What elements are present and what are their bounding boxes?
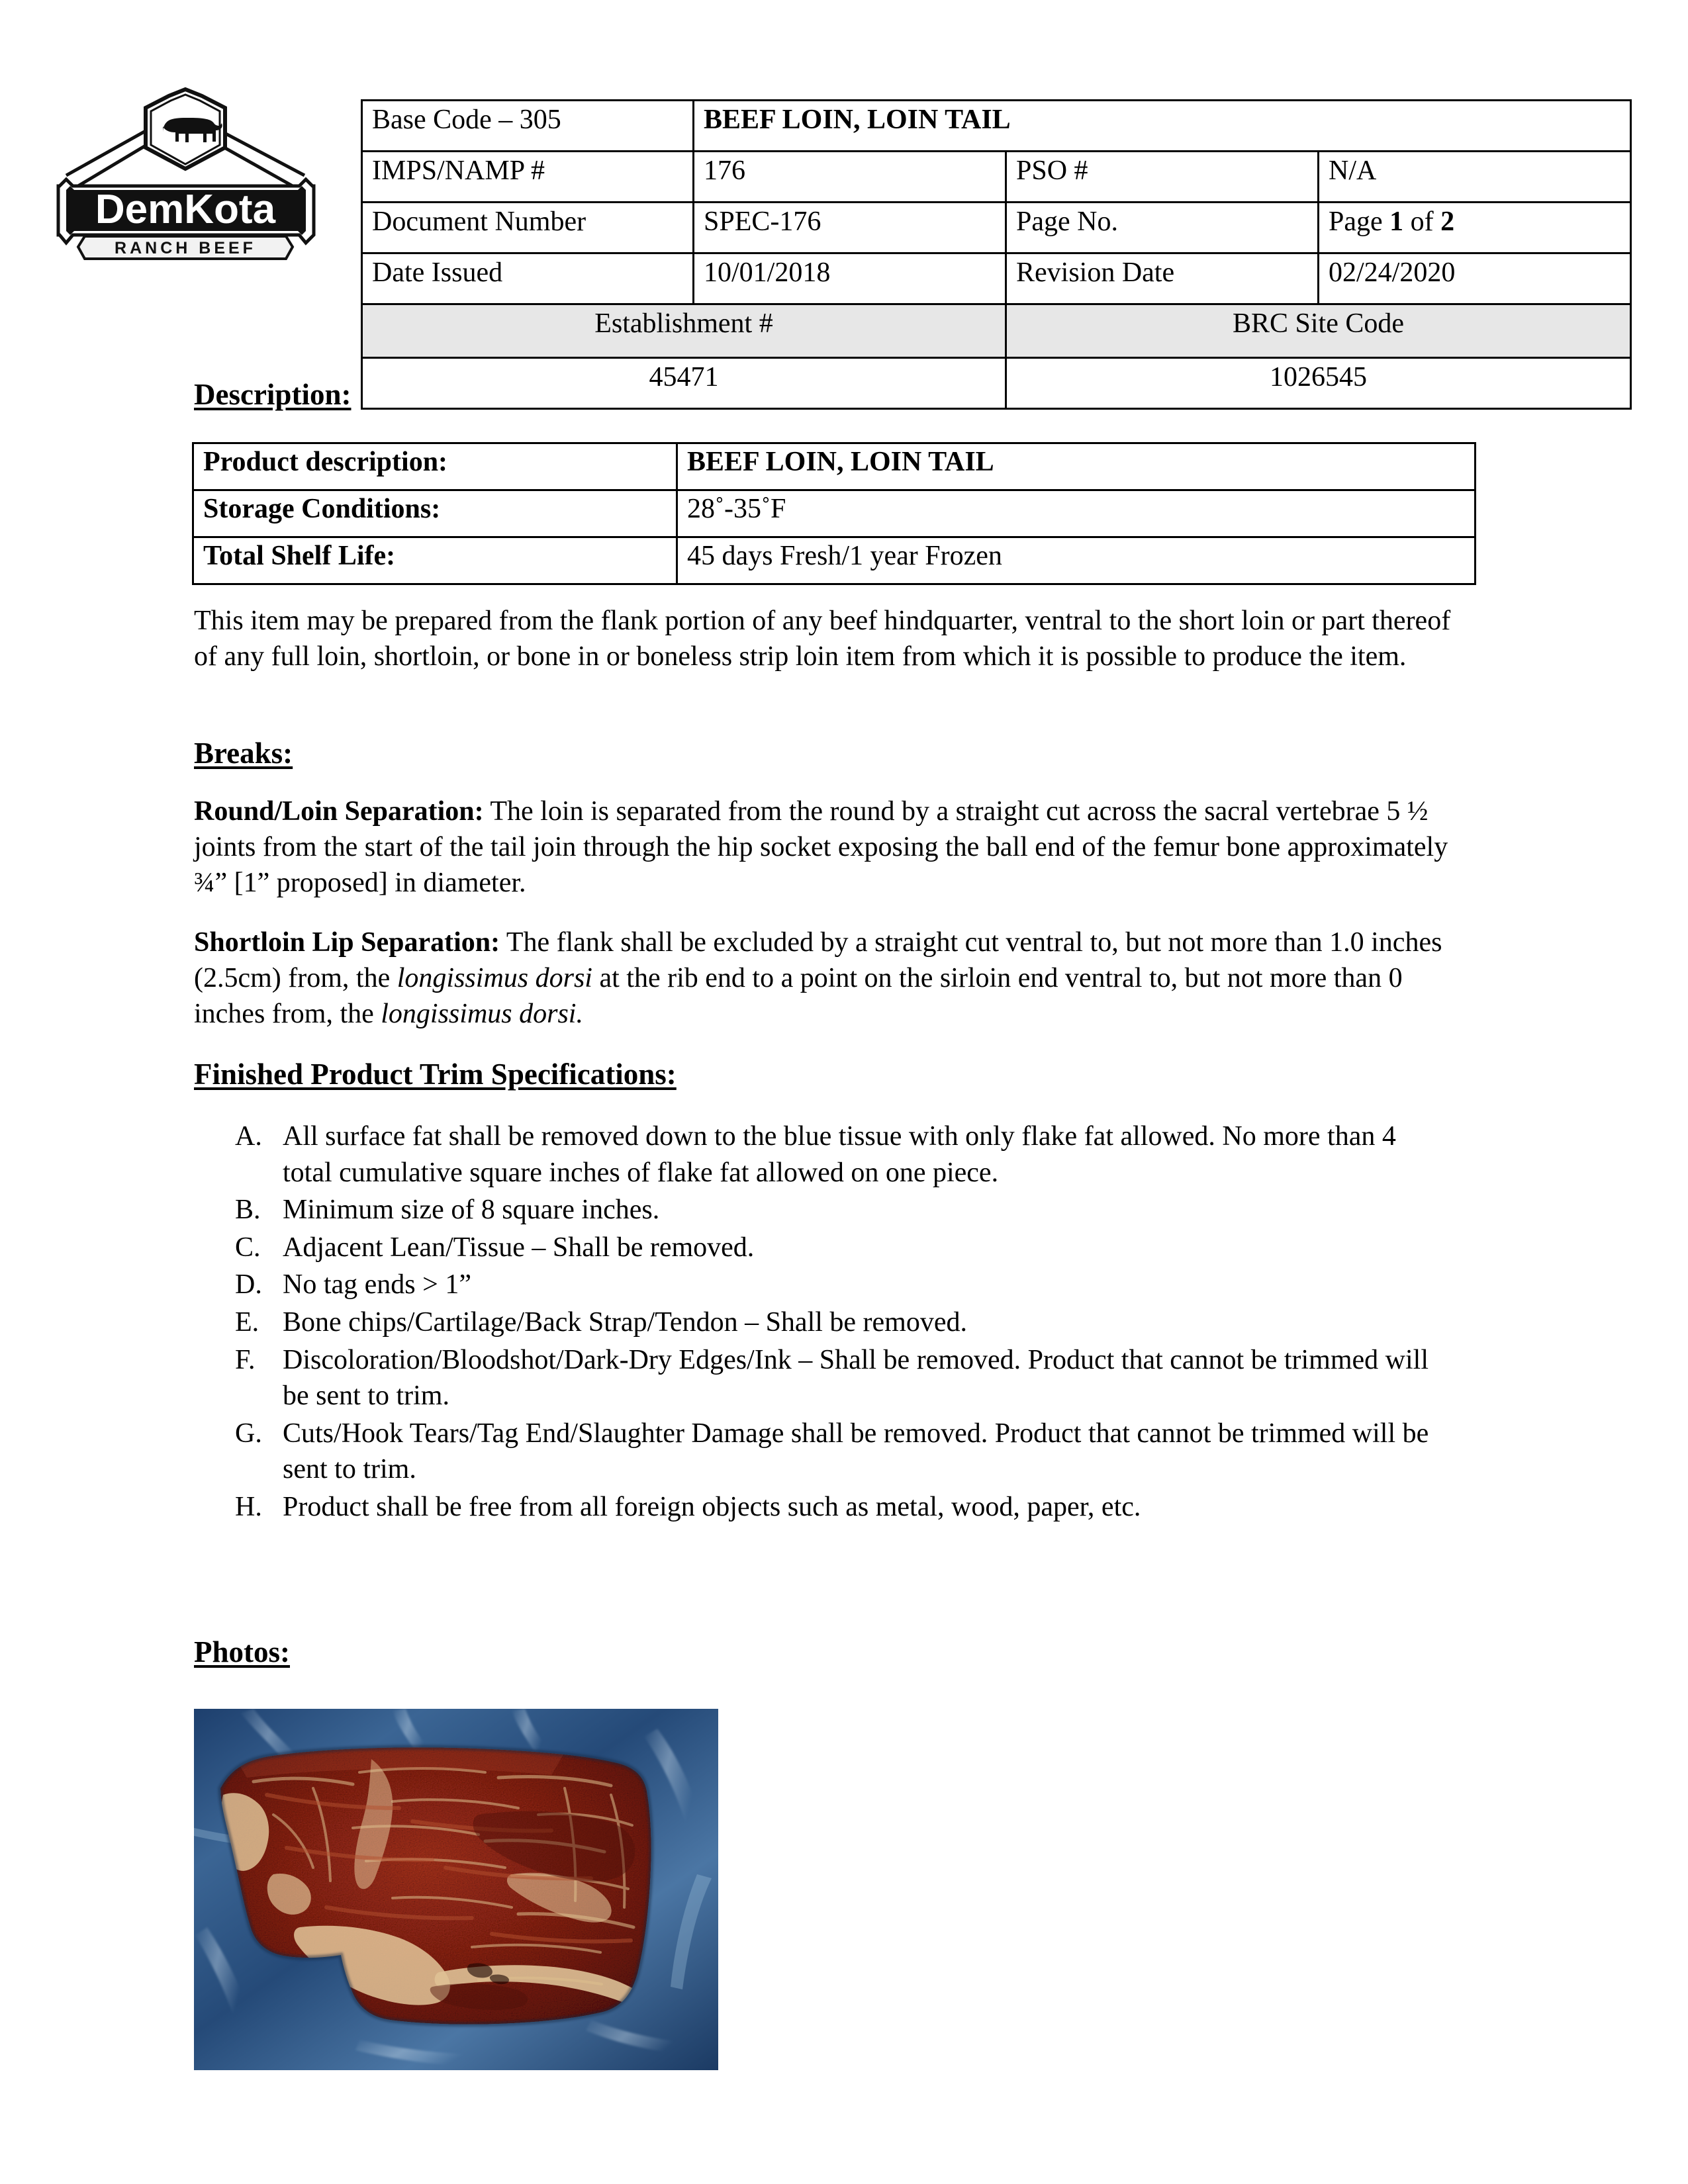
list-marker: A.: [235, 1121, 262, 1152]
page-no-label: Page No.: [1006, 203, 1319, 253]
logo-tagline-text: RANCH BEEF: [115, 239, 256, 257]
list-item-text: Product shall be free from all foreign objects such as metal, wood, paper, etc.: [283, 1491, 1141, 1522]
establishment-value: 45471: [362, 358, 1006, 409]
logo-brand-text: DemKota: [95, 187, 276, 232]
revision-date-value: 02/24/2020: [1319, 253, 1631, 304]
finished-product-trim-specifications-heading: Finished Product Trim Specifications:: [194, 1058, 677, 1091]
photos-heading: Photos:: [194, 1635, 290, 1668]
table-row: [362, 101, 1631, 152]
list-item: [235, 1118, 1493, 1191]
page-current: 1: [1389, 206, 1404, 237]
intro-paragraph: This item may be prepared from the flank portion of any beef hindquarter, ventral to the short loin or part thereof of any full loin, shortloin, or bone in or boneless strip loin item from which it is possible to produce the item.: [194, 606, 1451, 672]
table-row: [362, 203, 1631, 253]
longissimus-dorsi-italic-2: longissimus dorsi.: [381, 998, 583, 1029]
round-loin-separation-paragraph: [194, 794, 1455, 901]
shortloin-lip-separation-label: Shortloin Lip Separation:: [194, 927, 500, 958]
imps-namp-value: 176: [694, 152, 1006, 203]
list-item: [235, 1342, 1493, 1414]
breaks-heading: Breaks:: [194, 737, 293, 770]
product-title: BEEF LOIN, LOIN TAIL: [694, 101, 1631, 152]
list-item: [235, 1192, 1493, 1228]
list-item: [235, 1267, 1493, 1303]
total-shelf-life-label: Total Shelf Life:: [193, 537, 677, 584]
list-item: [235, 1304, 1493, 1341]
product-description-value: BEEF LOIN, LOIN TAIL: [677, 443, 1476, 490]
list-marker: F.: [235, 1344, 256, 1375]
pso-label: PSO #: [1006, 152, 1319, 203]
brc-site-code-header: BRC Site Code: [1006, 304, 1631, 358]
page-prefix: Page: [1329, 206, 1390, 237]
list-marker: C.: [235, 1232, 261, 1263]
list-item-text: No tag ends > 1”: [283, 1269, 471, 1300]
description-heading: Description:: [194, 378, 352, 411]
brc-site-code-value: 1026545: [1006, 358, 1631, 409]
round-loin-separation-text: The loin is separated from the round by a straight cut across the sacral vertebrae 5 ½ joints from the start of the tail join through the hip socket exposing the ball end of the femur bone approximately ¾” [1” proposed] in diameter.: [194, 796, 1448, 898]
storage-conditions-label: Storage Conditions:: [193, 490, 677, 537]
list-marker: B.: [235, 1195, 261, 1226]
longissimus-dorsi-italic-1: longissimus dorsi: [397, 962, 592, 993]
table-row: [362, 152, 1631, 203]
list-item-text: Minimum size of 8 square inches.: [283, 1195, 660, 1226]
date-issued-value: 10/01/2018: [694, 253, 1006, 304]
document-number-label: Document Number: [362, 203, 694, 253]
table-row: [193, 443, 1476, 490]
round-loin-separation-label: Round/Loin Separation:: [194, 796, 484, 827]
list-marker: H.: [235, 1491, 262, 1522]
table-row: [362, 358, 1631, 409]
list-marker: G.: [235, 1418, 262, 1449]
revision-date-label: Revision Date: [1006, 253, 1319, 304]
list-item-text: Adjacent Lean/Tissue – Shall be removed.: [283, 1232, 755, 1263]
base-code-label: Base Code – 305: [362, 101, 694, 152]
establishment-header: Establishment #: [362, 304, 1006, 358]
shortloin-text-1: The flank shall be excluded by a straight cut ventral to, but not more than 1.0 inches (2.5cm) from, the: [194, 927, 1442, 993]
document-number-value: SPEC-176: [694, 203, 1006, 253]
imps-namp-label: IMPS/NAMP #: [362, 152, 694, 203]
list-item-text: All surface fat shall be removed down to the blue tissue with only flake fat allowed. No more than 4 total cumulative square inches of flake fat allowed on one piece.: [283, 1121, 1396, 1188]
page-of: of: [1403, 206, 1441, 237]
list-item-text: Bone chips/Cartilage/Back Strap/Tendon – Shall be removed.: [283, 1306, 967, 1338]
trim-specifications-list: [235, 1118, 1493, 1527]
list-item: [235, 1230, 1493, 1266]
list-item: [235, 1416, 1493, 1488]
list-item: [235, 1489, 1493, 1525]
table-row: [362, 304, 1631, 358]
pso-value: N/A: [1319, 152, 1631, 203]
list-item-text: Cuts/Hook Tears/Tag End/Slaughter Damage shall be removed. Product that cannot be trimmed will be sent to trim.: [283, 1418, 1429, 1485]
list-marker: D.: [235, 1269, 262, 1300]
demkota-logo: [46, 69, 324, 261]
list-marker: E.: [235, 1306, 259, 1338]
total-shelf-life-value: 45 days Fresh/1 year Frozen: [677, 537, 1476, 584]
product-photo: [194, 1709, 718, 2070]
table-row: [362, 253, 1631, 304]
shortloin-lip-separation-paragraph: [194, 925, 1455, 1032]
storage-conditions-value: 28˚-35˚F: [677, 490, 1476, 537]
document-header-table: [361, 99, 1632, 410]
product-description-label: Product description:: [193, 443, 677, 490]
page-total: 2: [1440, 206, 1455, 237]
product-description-table: [192, 442, 1476, 585]
table-row: [193, 490, 1476, 537]
list-item-text: Discoloration/Bloodshot/Dark-Dry Edges/Ink – Shall be removed. Product that cannot be trimmed will be sent to trim.: [283, 1344, 1429, 1412]
table-row: [193, 537, 1476, 584]
shortloin-text-2: at the rib end to a point on the sirloin end ventral to, but not more than 0 inches from, the: [194, 962, 1403, 1029]
page-no-value: [1319, 203, 1631, 253]
date-issued-label: Date Issued: [362, 253, 694, 304]
